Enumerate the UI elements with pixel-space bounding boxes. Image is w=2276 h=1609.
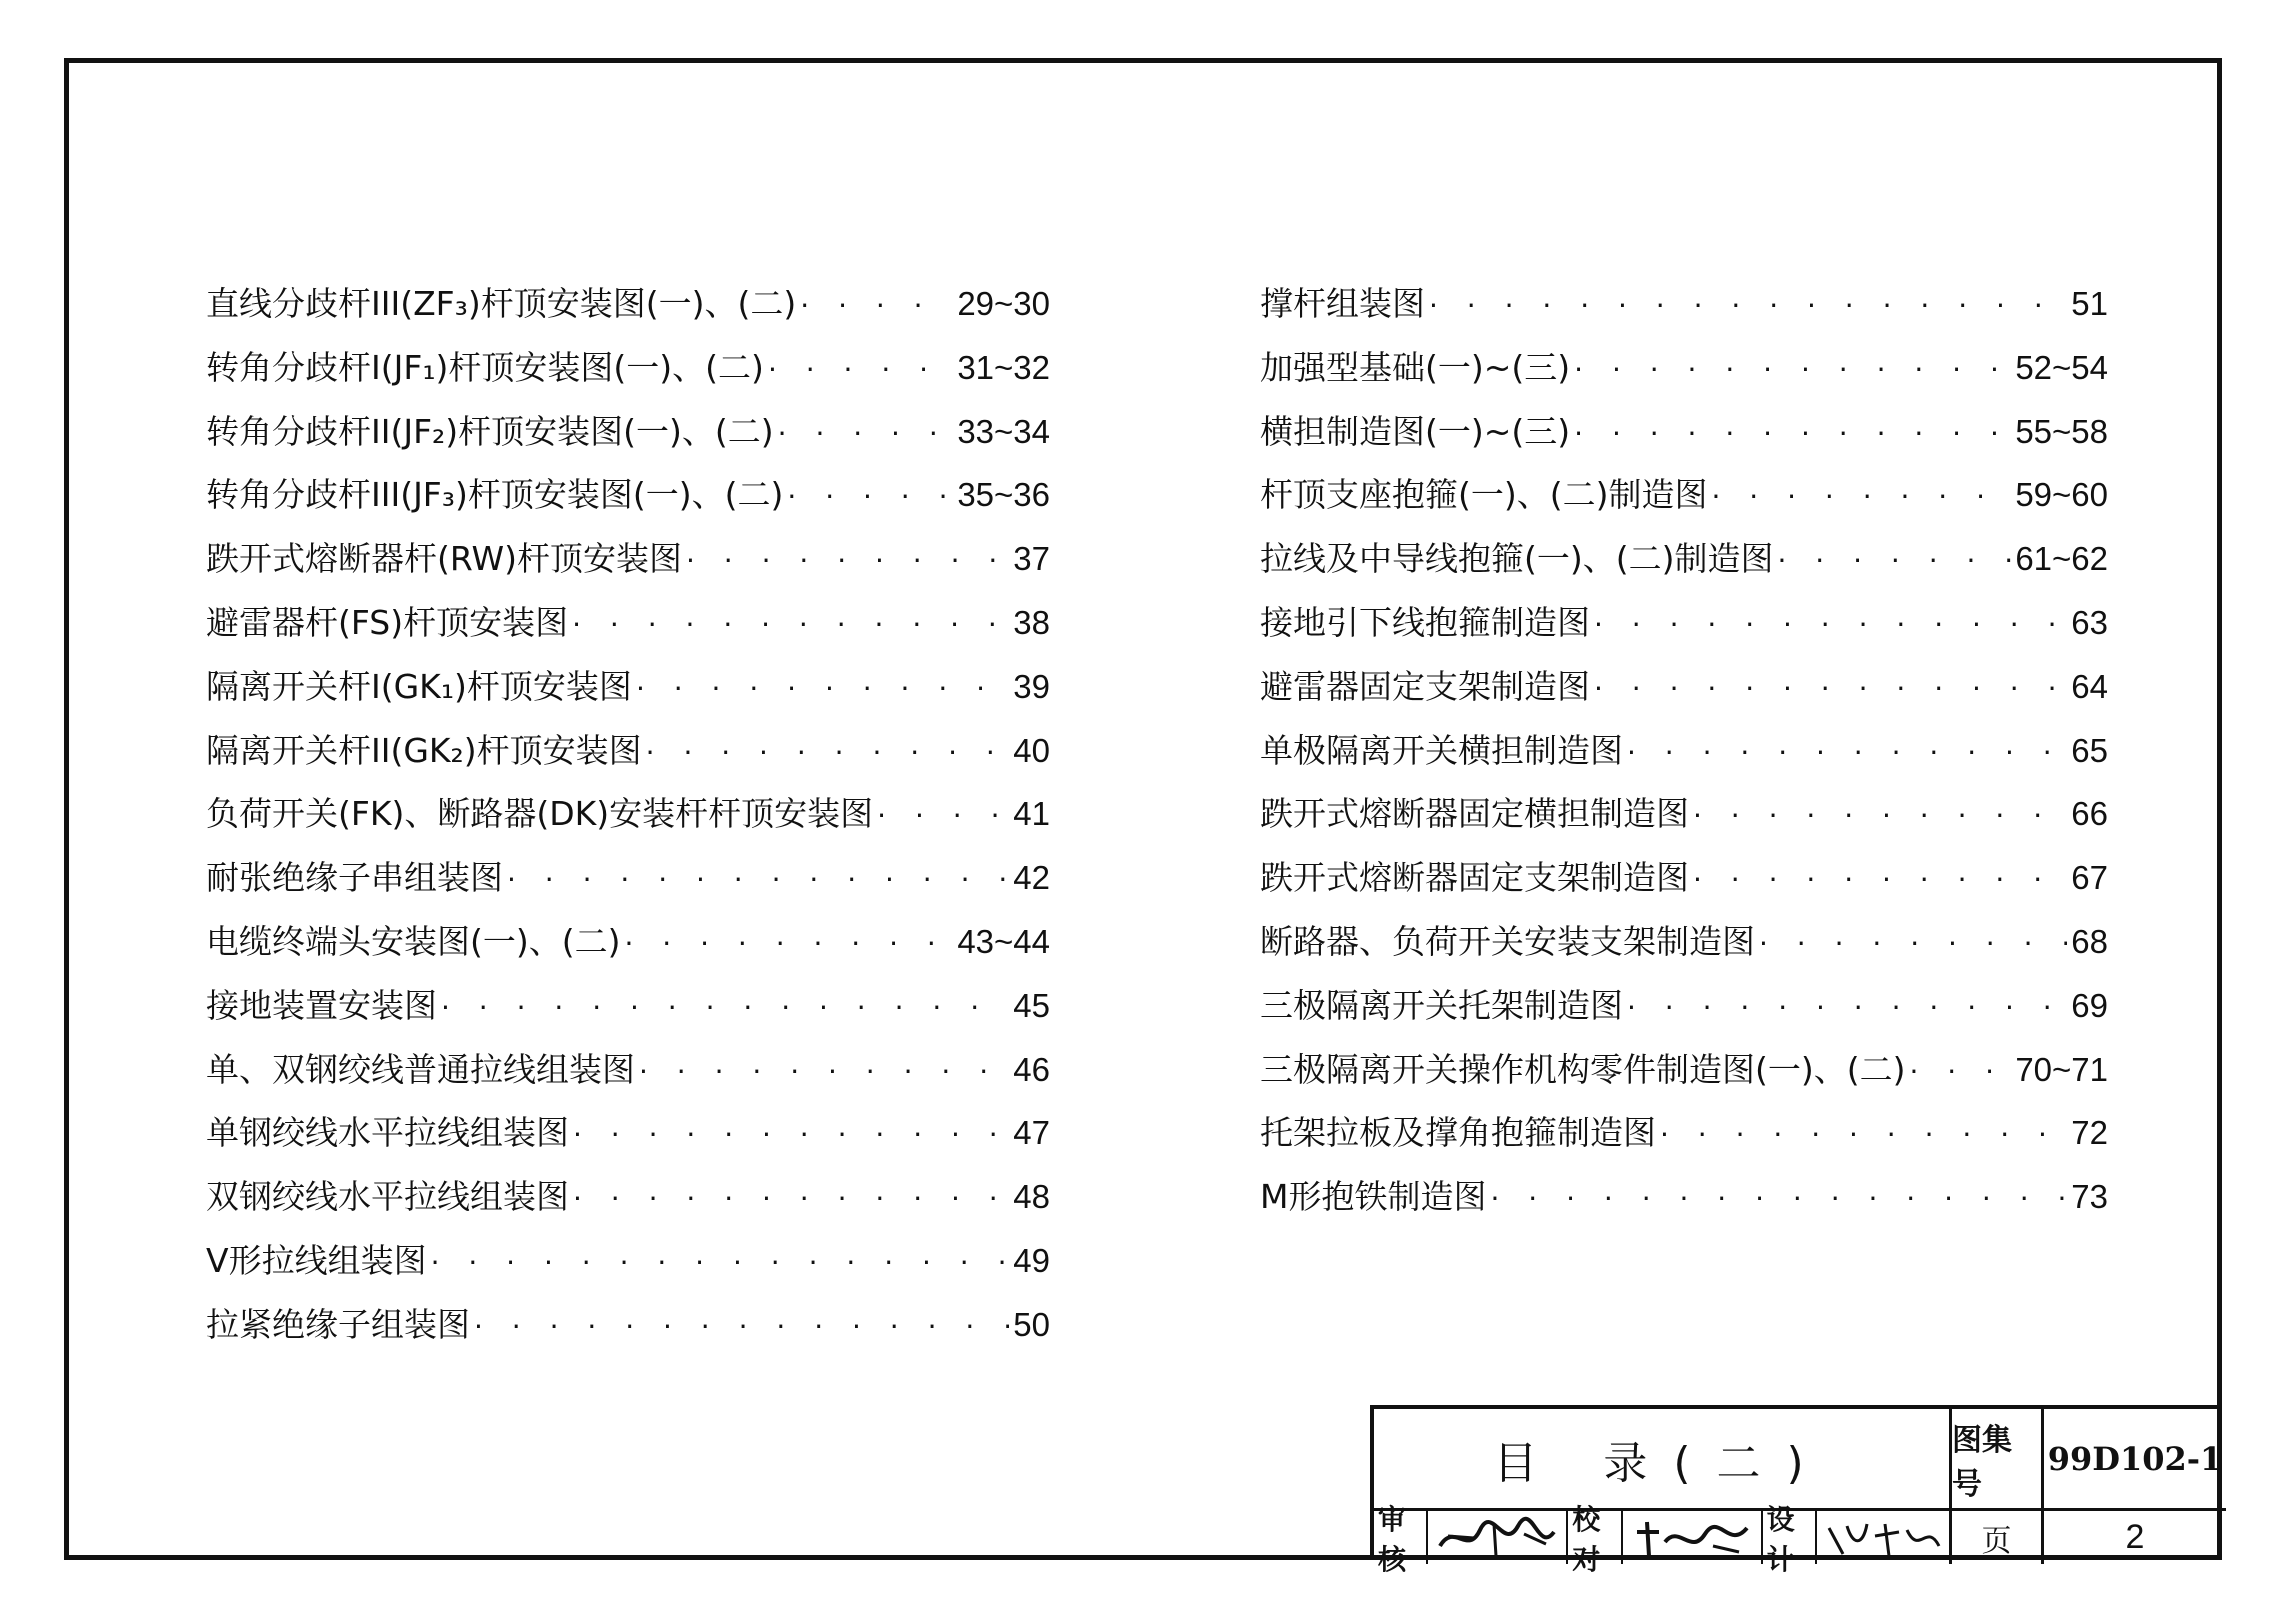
toc-entry-title: 跌开式熔断器固定横担制造图 bbox=[1260, 794, 1689, 834]
toc-entry-title: 加强型基础(一)~(三) bbox=[1260, 347, 1571, 387]
toc-entry bbox=[1260, 597, 2108, 661]
dot-leader bbox=[778, 417, 954, 450]
toc-entry-title: 双钢绞线水平拉线组装图 bbox=[206, 1177, 569, 1217]
toc-entry-page: 61~62 bbox=[2015, 540, 2108, 578]
toc-entry-page: 63 bbox=[2071, 603, 2108, 641]
toc-entry-page: 64 bbox=[2071, 667, 2108, 705]
toc-entry bbox=[206, 852, 1050, 916]
toc-entry-title: 接地引下线抱箍制造图 bbox=[1260, 602, 1590, 642]
toc-entry-page: 72 bbox=[2071, 1114, 2108, 1152]
toc-entry bbox=[1260, 406, 2108, 470]
dot-leader bbox=[646, 736, 1010, 769]
toc-entry-title: 横担制造图(一)~(三) bbox=[1260, 411, 1571, 451]
toc-entry-title: 拉紧绝缘子组装图 bbox=[206, 1304, 470, 1344]
toc-entry bbox=[1260, 725, 2108, 789]
dot-leader bbox=[877, 799, 1009, 832]
toc-entry-page: 31~32 bbox=[957, 348, 1050, 386]
dot-leader bbox=[573, 1118, 1009, 1151]
dot-leader bbox=[1594, 608, 2067, 641]
toc-entry-title: 撑杆组装图 bbox=[1260, 284, 1425, 323]
toc-entry-title: 跌开式熔断器杆(RW)杆顶安装图 bbox=[206, 539, 682, 579]
toc-entry-page: 33~34 bbox=[957, 412, 1050, 450]
toc-entry-page: 65 bbox=[2071, 731, 2108, 769]
dot-leader bbox=[1429, 289, 2067, 322]
dot-leader bbox=[625, 927, 954, 960]
toc-entry bbox=[206, 1235, 1050, 1299]
toc-entry-title: 负荷开关(FK)、断路器(DK)安装杆杆顶安装图 bbox=[206, 794, 874, 834]
title-block bbox=[1370, 1405, 2223, 1576]
toc-entry bbox=[206, 406, 1050, 470]
toc-entry-page: 43~44 bbox=[957, 922, 1050, 960]
toc-entry-title: 单钢绞线水平拉线组装图 bbox=[206, 1113, 569, 1153]
toc-entry-page: 37 bbox=[1013, 540, 1050, 578]
dot-leader bbox=[573, 1182, 1009, 1215]
toc-entry bbox=[1260, 916, 2108, 980]
toc-entry-title: 跌开式熔断器固定支架制造图 bbox=[1260, 858, 1689, 898]
toc-right-column bbox=[1260, 278, 2108, 1235]
signature-row bbox=[1374, 1502, 1952, 1576]
toc-left-column bbox=[206, 278, 1050, 1363]
dot-leader bbox=[1490, 1182, 2067, 1215]
toc-entry-title: 耐张绝缘子串组装图 bbox=[206, 858, 503, 898]
dot-leader bbox=[1660, 1118, 2067, 1151]
design-label: 设计 bbox=[1763, 1511, 1817, 1564]
toc-entry-page: 39 bbox=[1013, 667, 1050, 705]
toc-entry-page: 51 bbox=[2071, 285, 2108, 322]
dot-leader bbox=[1693, 863, 2067, 896]
toc-entry-title: V形拉线组装图 bbox=[206, 1240, 427, 1280]
toc-entry-title: 杆顶支座抱箍(一)、(二)制造图 bbox=[1260, 475, 1708, 515]
toc-entry bbox=[206, 278, 1050, 342]
toc-entry-page: 52~54 bbox=[2015, 348, 2108, 386]
check-label: 校对 bbox=[1568, 1511, 1622, 1564]
page-label: 页 bbox=[1952, 1511, 2044, 1564]
toc-entry bbox=[1260, 1107, 2108, 1171]
toc-entry bbox=[206, 980, 1050, 1044]
atlas-number: 99D102-1 bbox=[2044, 1409, 2226, 1511]
toc-entry bbox=[206, 1044, 1050, 1108]
toc-entry-page: 55~58 bbox=[2015, 412, 2108, 450]
dot-leader bbox=[572, 608, 1009, 641]
toc-entry-page: 68 bbox=[2071, 922, 2108, 960]
toc-entry bbox=[206, 533, 1050, 597]
toc-entry bbox=[1260, 788, 2108, 852]
toc-entry-title: 拉线及中导线抱箍(一)、(二)制造图 bbox=[1260, 539, 1774, 579]
dot-leader bbox=[800, 289, 953, 322]
toc-entry-title: 避雷器杆(FS)杆顶安装图 bbox=[206, 602, 569, 642]
toc-entry-page: 45 bbox=[1013, 986, 1050, 1024]
toc-entry bbox=[206, 916, 1050, 980]
toc-entry bbox=[206, 661, 1050, 725]
toc-entry-page: 40 bbox=[1013, 731, 1050, 769]
toc-entry-page: 70~71 bbox=[2015, 1050, 2108, 1088]
toc-entry bbox=[206, 1299, 1050, 1363]
toc-entry bbox=[206, 725, 1050, 789]
toc-entry-page: 29~30 bbox=[957, 285, 1050, 322]
toc-entry-title: 隔离开关杆II(GK₂)杆顶安装图 bbox=[206, 730, 642, 770]
dot-leader bbox=[1574, 353, 2011, 386]
toc-entry bbox=[1260, 342, 2108, 406]
dot-leader bbox=[431, 1246, 1010, 1279]
dot-leader bbox=[787, 480, 953, 513]
dot-leader bbox=[1910, 1055, 2012, 1088]
dot-leader bbox=[1712, 480, 2012, 513]
toc-entry bbox=[1260, 469, 2108, 533]
toc-entry-title: 接地装置安装图 bbox=[206, 985, 437, 1025]
toc-entry-title: 断路器、负荷开关安装支架制造图 bbox=[1260, 921, 1755, 961]
toc-entry bbox=[1260, 661, 2108, 725]
toc-entry bbox=[1260, 278, 2108, 342]
toc-entry-page: 42 bbox=[1013, 859, 1050, 897]
toc-entry-page: 47 bbox=[1013, 1114, 1050, 1152]
toc-entry-title: 直线分歧杆III(ZF₃)杆顶安装图(一)、(二) bbox=[206, 284, 797, 323]
toc-entry-title: 三极隔离开关托架制造图 bbox=[1260, 985, 1623, 1025]
toc-entry-page: 35~36 bbox=[957, 476, 1050, 514]
toc-entry-page: 67 bbox=[2071, 859, 2108, 897]
toc-entry-page: 66 bbox=[2071, 795, 2108, 833]
toc-entry-title: 托架拉板及撑角抱箍制造图 bbox=[1260, 1113, 1656, 1153]
toc-entry-title: 转角分歧杆II(JF₂)杆顶安装图(一)、(二) bbox=[206, 411, 774, 451]
toc-entry bbox=[206, 788, 1050, 852]
toc-entry bbox=[206, 469, 1050, 533]
toc-entry-page: 49 bbox=[1013, 1241, 1050, 1279]
toc-entry-title: 三极隔离开关操作机构零件制造图(一)、(二) bbox=[1260, 1049, 1906, 1089]
toc-entry-title: 转角分歧杆III(JF₃)杆顶安装图(一)、(二) bbox=[206, 475, 784, 515]
toc-entry bbox=[206, 1171, 1050, 1235]
toc-entry-page: 41 bbox=[1013, 795, 1050, 833]
toc-entry-page: 73 bbox=[2071, 1178, 2108, 1216]
toc-entry-title: 隔离开关杆I(GK₁)杆顶安装图 bbox=[206, 666, 632, 706]
toc-entry-page: 50 bbox=[1013, 1305, 1050, 1343]
dot-leader bbox=[1574, 417, 2011, 450]
atlas-number-label: 图集号 bbox=[1952, 1409, 2044, 1511]
dot-leader bbox=[639, 1055, 1009, 1088]
dot-leader bbox=[507, 863, 1009, 896]
dot-leader bbox=[441, 991, 1009, 1024]
page-number: 2 bbox=[2125, 1518, 2145, 1556]
toc-entry-title: 单、双钢绞线普通拉线组装图 bbox=[206, 1049, 635, 1089]
dot-leader bbox=[1627, 991, 2067, 1024]
design-signature bbox=[1817, 1511, 1949, 1564]
toc-entry bbox=[1260, 1044, 2108, 1108]
toc-entry bbox=[1260, 980, 2108, 1044]
toc-entry bbox=[206, 342, 1050, 406]
toc-entry-page: 38 bbox=[1013, 603, 1050, 641]
toc-entry-page: 69 bbox=[2071, 986, 2108, 1024]
toc-entry-title: M形抱铁制造图 bbox=[1260, 1177, 1487, 1217]
dot-leader bbox=[636, 672, 1009, 705]
toc-entry-title: 避雷器固定支架制造图 bbox=[1260, 666, 1590, 706]
dot-leader bbox=[474, 1310, 1009, 1343]
toc-entry bbox=[1260, 852, 2108, 916]
toc-entry bbox=[206, 1107, 1050, 1171]
dot-leader bbox=[686, 544, 1009, 577]
check-signature bbox=[1623, 1511, 1763, 1564]
toc-entry bbox=[1260, 533, 2108, 597]
review-label: 审核 bbox=[1374, 1511, 1428, 1564]
toc-entry-page: 46 bbox=[1013, 1050, 1050, 1088]
drawing-title: 目 录(二) bbox=[1374, 1409, 1952, 1511]
toc-entry-page: 48 bbox=[1013, 1178, 1050, 1216]
dot-leader bbox=[1627, 736, 2067, 769]
toc-entry-title: 转角分歧杆I(JF₁)杆顶安装图(一)、(二) bbox=[206, 347, 764, 387]
toc-entry-title: 单极隔离开关横担制造图 bbox=[1260, 730, 1623, 770]
dot-leader bbox=[1693, 799, 2067, 832]
toc-entry-title: 电缆终端头安装图(一)、(二) bbox=[206, 921, 621, 961]
dot-leader bbox=[768, 353, 953, 386]
dot-leader bbox=[1594, 672, 2067, 705]
toc-entry bbox=[1260, 1171, 2108, 1235]
review-signature bbox=[1428, 1511, 1568, 1564]
toc-entry bbox=[206, 597, 1050, 661]
dot-leader bbox=[1778, 544, 2012, 577]
dot-leader bbox=[1759, 927, 2067, 960]
toc-entry-page: 59~60 bbox=[2015, 476, 2108, 514]
